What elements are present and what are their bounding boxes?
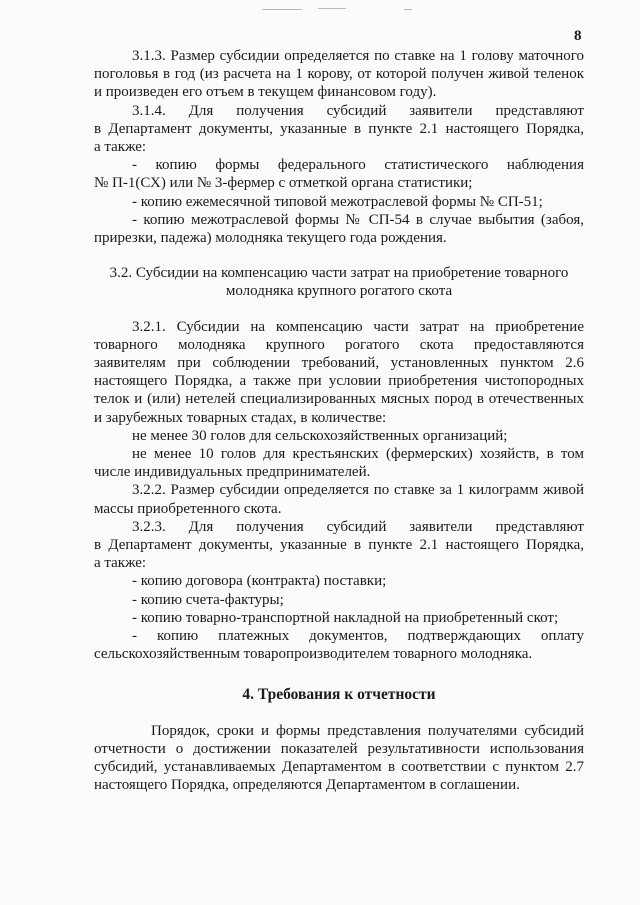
list-item: № П-1(СХ) или № 3-фермер с отметкой органа статистики; — [94, 175, 473, 192]
paragraph-3-2-2 — [94, 481, 584, 517]
text-line: в Департамент документы, указанные в пункте 2.1 настоящего Порядка, — [94, 120, 584, 137]
text-line: 3.1.3. Размер субсидии определяется по ставке на 1 голову маточного — [132, 48, 584, 64]
text-line: 3.1.4. Для получения субсидий заявители представляют — [132, 102, 584, 119]
list-item: - копию формы федерального статистического наблюдения — [132, 157, 584, 174]
text-line: и произведен его отъем в текущем финансовом году). — [94, 84, 437, 101]
section-4 — [94, 686, 584, 795]
paragraph-4 — [94, 722, 584, 795]
text-line: поголовья в год (из расчета на 1 корову, от которой получен живой теленок — [94, 66, 584, 83]
paragraph-3-2-1 — [94, 318, 584, 482]
section-heading-4: 4. Требования к отчетности — [242, 685, 436, 703]
text-line: массы приобретенного скота. — [94, 500, 282, 517]
text-line: а также: — [94, 139, 147, 156]
text-line: настоящего Порядка, а также при условии приобретения чистопородных — [94, 373, 584, 390]
text-line: товарного молодняка крупного рогатого скота предоставляются — [94, 336, 584, 353]
heading-line: молодняка крупного рогатого скота — [225, 283, 453, 300]
text-line: заявителям при соблюдении требований, установленных пунктом 2.6 — [94, 355, 584, 372]
list-item: - копию счета-фактуры; — [132, 591, 284, 608]
list-item: прирезки, падежа) молодняка текущего года рождения. — [94, 230, 447, 247]
section-heading-3-2 — [94, 264, 584, 300]
paragraph-3-1-4 — [94, 102, 584, 248]
paragraph-3-1-3 — [94, 47, 584, 102]
text-line: 3.2.1. Субсидии на компенсацию части затрат на приобретение — [132, 318, 584, 335]
text-line: 3.2.2. Размер субсидии определяется по ставке за 1 килограмм живой — [132, 482, 584, 499]
scan-artifact — [404, 9, 412, 10]
text-line: 3.2.3. Для получения субсидий заявители представляют — [132, 518, 584, 535]
text-line: не менее 30 голов для сельскохозяйственных организаций; — [132, 427, 508, 444]
paragraph-3-2-3 — [94, 518, 584, 664]
list-item: - копию договора (контракта) поставки; — [132, 573, 387, 590]
list-item: - копию товарно-транспортной накладной на приобретенный скот; — [132, 609, 559, 626]
list-item: сельскохозяйственным товаропроизводителем товарного молодняка. — [94, 646, 533, 663]
scan-artifact — [262, 9, 302, 10]
text-line: Порядок, сроки и формы представления получателями субсидий — [151, 722, 584, 739]
text-line: не менее 10 голов для крестьянских (фермерских) хозяйств, в том — [132, 446, 584, 463]
text-line: и зарубежных товарных стадах, в количестве: — [94, 409, 387, 426]
text-line: настоящего Порядка, определяются Департаментом в соглашении. — [94, 777, 520, 794]
text-line: телок и (или) нетелей специализированных мясных пород в отечественных — [94, 391, 584, 408]
scan-artifact — [318, 8, 346, 9]
list-item: - копию межотраслевой формы № СП-54 в случае выбытия (забоя, — [132, 211, 584, 228]
heading-line: 3.2. Субсидии на компенсацию части затрат на приобретение товарного — [109, 265, 569, 282]
text-line: числе индивидуальных предпринимателей. — [94, 464, 371, 481]
text-line: а также: — [94, 555, 147, 572]
document-body — [94, 47, 584, 795]
text-line: субсидий, устанавливаемых Департаментом в соответствии с пунктом 2.7 — [94, 759, 584, 776]
text-line: отчетности о достижении показателей результативности использования — [94, 740, 584, 757]
page-number: 8 — [574, 28, 582, 44]
list-item: - копию платежных документов, подтверждающих оплату — [132, 628, 584, 645]
text-line: в Департамент документы, указанные в пункте 2.1 настоящего Порядка, — [94, 537, 584, 554]
list-item: - копию ежемесячной типовой межотраслевой формы № СП-51; — [132, 193, 543, 210]
